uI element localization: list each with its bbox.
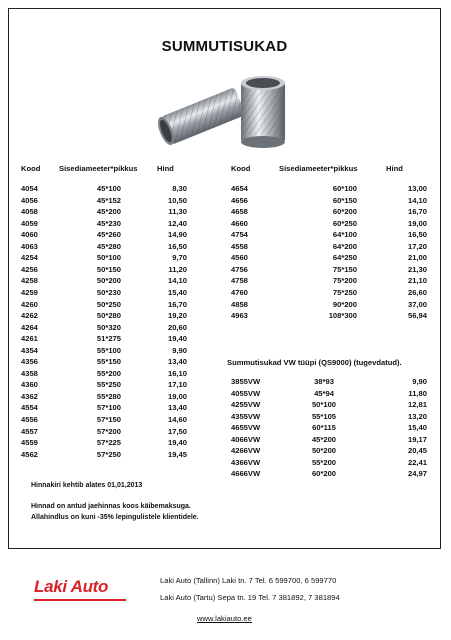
vw-section-note: Summutisukad VW tüüpi (QS9000) (tugevdatud).: [227, 358, 402, 367]
price-cell: 16,50: [407, 230, 427, 240]
table-row: [231, 300, 431, 311]
price-cell: 37,00: [407, 299, 427, 309]
right-price-table: [231, 184, 431, 324]
table-row: [231, 412, 431, 423]
price-cell: 10,50: [167, 195, 187, 205]
website-link[interactable]: www.lakiauto.ee: [197, 614, 252, 623]
table-row: [21, 357, 221, 368]
table-row: [21, 438, 221, 449]
table-row: [231, 242, 431, 253]
table-row: [21, 392, 221, 403]
size-cell: 55*250: [96, 380, 121, 390]
right-header-price: Hind: [386, 164, 403, 173]
code-cell: 4260: [21, 299, 38, 309]
size-cell: 55*200: [311, 457, 337, 467]
size-cell: 45*152: [96, 195, 121, 205]
code-cell: 4358: [21, 368, 38, 378]
flex-pipe-photo: [153, 71, 303, 149]
size-cell: 55*280: [96, 391, 121, 401]
code-cell: 4554: [21, 403, 38, 413]
size-cell: 50*250: [96, 299, 121, 309]
table-row: [231, 196, 431, 207]
price-cell: 12,81: [407, 400, 427, 409]
size-cell: 51*275: [96, 334, 121, 344]
price-cell: 19,17: [407, 434, 427, 444]
size-cell: 55*105: [311, 411, 337, 421]
price-cell: 15,40: [167, 287, 187, 297]
size-cell: 60*200: [332, 207, 357, 217]
price-cell: 16,50: [167, 241, 187, 251]
left-header-size: Sisediameeter*pikkus: [59, 164, 138, 173]
table-row: [231, 423, 431, 434]
price-cell: 19,00: [407, 218, 427, 228]
price-cell: 13,00: [407, 184, 427, 193]
size-cell: 38*93: [314, 377, 334, 386]
table-row: [21, 253, 221, 264]
code-cell: 4362: [21, 391, 38, 401]
code-cell: 4560: [231, 253, 248, 263]
price-cell: 19,45: [167, 449, 187, 459]
table-row: [231, 311, 431, 322]
size-cell: 50*320: [96, 322, 121, 332]
price-cell: 16,70: [167, 299, 187, 309]
table-row: [231, 219, 431, 230]
code-cell: 4066VW: [231, 434, 261, 444]
code-cell: 4666VW: [231, 469, 261, 478]
size-cell: 64*100: [332, 230, 357, 240]
size-cell: 45*200: [96, 207, 121, 217]
code-cell: 4756: [231, 264, 248, 274]
size-cell: 64*250: [332, 253, 357, 263]
price-cell: 17,50: [167, 426, 187, 436]
page-title: SUMMUTISUKAD: [161, 38, 288, 55]
table-row: [231, 377, 431, 388]
right-header-code: Kood: [231, 164, 251, 173]
table-row: [231, 288, 431, 299]
price-cell: 21,00: [407, 253, 427, 263]
price-cell: 19,40: [167, 438, 187, 448]
price-cell: 13,40: [167, 403, 187, 413]
size-cell: 50*100: [311, 400, 337, 409]
price-cell: 11,30: [168, 207, 187, 217]
table-row: [231, 446, 431, 457]
vat-note: Hinnad on antud jaehinnas koos käibemaksuga.: [31, 503, 191, 510]
price-cell: 19,00: [167, 391, 187, 401]
size-cell: 45*200: [311, 434, 337, 444]
table-row: [21, 265, 221, 276]
code-cell: 4559: [21, 438, 38, 448]
size-cell: 108*300: [328, 311, 357, 321]
discount-note: Allahindlus on kuni -35% lepingulistele klientidele.: [31, 514, 199, 521]
size-cell: 57*225: [96, 438, 121, 448]
code-cell: 4356: [21, 357, 38, 367]
table-row: [21, 196, 221, 207]
table-row: [231, 207, 431, 218]
left-header-price: Hind: [157, 164, 174, 173]
table-row: [21, 334, 221, 345]
table-row: [21, 184, 221, 195]
code-cell: 4256: [21, 264, 38, 274]
validity-note: Hinnakiri kehtib alates 01,01,2013: [31, 482, 143, 489]
code-cell: 4056: [21, 195, 38, 205]
size-cell: 50*100: [96, 253, 121, 263]
code-cell: 4655VW: [231, 423, 261, 432]
table-row: [21, 276, 221, 287]
price-cell: 22,41: [407, 457, 427, 467]
size-cell: 45*260: [96, 230, 121, 240]
price-cell: 14,10: [407, 195, 427, 205]
code-cell: 3855VW: [231, 377, 261, 386]
price-cell: 17,10: [167, 380, 187, 390]
code-cell: 4758: [231, 276, 248, 286]
size-cell: 57*250: [96, 449, 121, 459]
table-row: [21, 311, 221, 322]
size-cell: 50*150: [96, 264, 121, 274]
table-row: [231, 435, 431, 446]
size-cell: 55*150: [96, 357, 121, 367]
contact-tallinn: Laki Auto (Tallinn) Laki tn. 7 Tel. 6 599700, 6 599770: [160, 576, 337, 585]
price-cell: 13,40: [167, 357, 187, 367]
size-cell: 45*94: [314, 388, 334, 398]
price-cell: 20,45: [407, 446, 427, 455]
code-cell: 4760: [231, 287, 248, 297]
price-cell: 24,97: [407, 469, 427, 478]
left-header-code: Kood: [21, 164, 41, 173]
price-cell: 12,40: [167, 218, 187, 228]
code-cell: 4264: [21, 322, 38, 332]
table-row: [21, 415, 221, 426]
size-cell: 45*280: [96, 241, 121, 251]
contact-tartu: Laki Auto (Tartu) Sepa tn. 19 Tel. 7 381892, 7 381894: [160, 593, 340, 602]
code-cell: 4754: [231, 230, 248, 240]
price-cell: 9,70: [172, 253, 187, 263]
code-cell: 4255VW: [231, 400, 261, 409]
table-row: [231, 265, 431, 276]
table-row: [21, 288, 221, 299]
size-cell: 50*280: [96, 311, 121, 321]
size-cell: 50*200: [311, 446, 337, 455]
size-cell: 57*200: [96, 426, 121, 436]
size-cell: 45*100: [96, 184, 121, 193]
table-row: [21, 300, 221, 311]
code-cell: 4063: [21, 241, 38, 251]
table-row: [231, 400, 431, 411]
size-cell: 64*200: [332, 241, 357, 251]
code-cell: 4557: [21, 426, 38, 436]
table-row: [231, 469, 431, 480]
table-row: [21, 380, 221, 391]
price-cell: 14,90: [167, 230, 187, 240]
price-cell: 11,20: [168, 264, 187, 274]
code-cell: 4562: [21, 449, 38, 459]
logo-underline: [34, 599, 126, 601]
code-cell: 4058: [21, 207, 38, 217]
logo-text: Laki Auto: [34, 577, 109, 596]
code-cell: 4558: [231, 241, 248, 251]
code-cell: 4658: [231, 207, 248, 217]
price-cell: 9,90: [412, 377, 427, 386]
size-cell: 50*200: [96, 276, 121, 286]
size-cell: 60*115: [312, 423, 336, 432]
code-cell: 4259: [21, 287, 38, 297]
table-row: [21, 427, 221, 438]
size-cell: 50*230: [96, 287, 121, 297]
table-row: [21, 207, 221, 218]
price-cell: 11,80: [408, 388, 427, 398]
price-cell: 21,10: [407, 276, 427, 286]
table-row: [231, 230, 431, 241]
price-cell: 17,20: [407, 241, 427, 251]
table-row: [231, 276, 431, 287]
table-row: [231, 458, 431, 469]
size-cell: 75*150: [332, 264, 357, 274]
table-row: [21, 242, 221, 253]
size-cell: 90*200: [332, 299, 357, 309]
table-row: [21, 219, 221, 230]
code-cell: 4366VW: [231, 457, 261, 467]
size-cell: 55*100: [96, 345, 121, 355]
price-cell: 26,60: [407, 287, 427, 297]
table-row: [21, 403, 221, 414]
table-row: [21, 323, 221, 334]
size-cell: 60*200: [311, 469, 337, 478]
code-cell: 4354: [21, 345, 38, 355]
table-row: [21, 369, 221, 380]
code-cell: 4262: [21, 311, 38, 321]
code-cell: 4360: [21, 380, 38, 390]
laki-auto-logo: [34, 577, 134, 603]
code-cell: 4656: [231, 195, 248, 205]
code-cell: 4254: [21, 253, 38, 263]
code-cell: 4556: [21, 415, 38, 424]
size-cell: 57*150: [96, 415, 121, 424]
size-cell: 45*230: [96, 218, 121, 228]
table-row: [231, 184, 431, 195]
table-row: [21, 346, 221, 357]
code-cell: 4059: [21, 218, 38, 228]
code-cell: 4963: [231, 311, 248, 321]
table-row: [231, 253, 431, 264]
size-cell: 75*250: [332, 287, 357, 297]
price-cell: 56,94: [407, 311, 427, 321]
size-cell: 60*100: [332, 184, 357, 193]
table-row: [21, 230, 221, 241]
vw-price-table: [231, 377, 431, 487]
price-cell: 14,60: [167, 415, 187, 424]
code-cell: 4355VW: [231, 411, 261, 421]
code-cell: 4266VW: [231, 446, 261, 455]
size-cell: 57*100: [96, 403, 121, 413]
price-cell: 14,10: [167, 276, 187, 286]
code-cell: 4055VW: [231, 388, 261, 398]
table-row: [21, 450, 221, 461]
price-cell: 9,90: [172, 345, 187, 355]
price-cell: 16,10: [167, 368, 187, 378]
code-cell: 4060: [21, 230, 38, 240]
right-header-size: Sisediameeter*pikkus: [279, 164, 358, 173]
code-cell: 4261: [21, 334, 38, 344]
code-cell: 4654: [231, 184, 248, 193]
size-cell: 60*250: [332, 218, 357, 228]
price-list-frame: [8, 8, 441, 549]
price-cell: 15,40: [407, 423, 427, 432]
code-cell: 4054: [21, 184, 38, 193]
code-cell: 4858: [231, 299, 248, 309]
size-cell: 75*200: [332, 276, 357, 286]
price-cell: 8,30: [172, 184, 187, 193]
price-cell: 21,30: [407, 264, 427, 274]
code-cell: 4660: [231, 218, 248, 228]
price-cell: 19,40: [167, 334, 187, 344]
left-price-table: [21, 184, 221, 464]
price-cell: 19,20: [167, 311, 187, 321]
table-row: [231, 389, 431, 400]
size-cell: 60*150: [332, 195, 357, 205]
price-cell: 16,70: [407, 207, 427, 217]
code-cell: 4258: [21, 276, 38, 286]
price-cell: 13,20: [407, 411, 427, 421]
price-cell: 20,60: [167, 322, 187, 332]
size-cell: 55*200: [96, 368, 121, 378]
